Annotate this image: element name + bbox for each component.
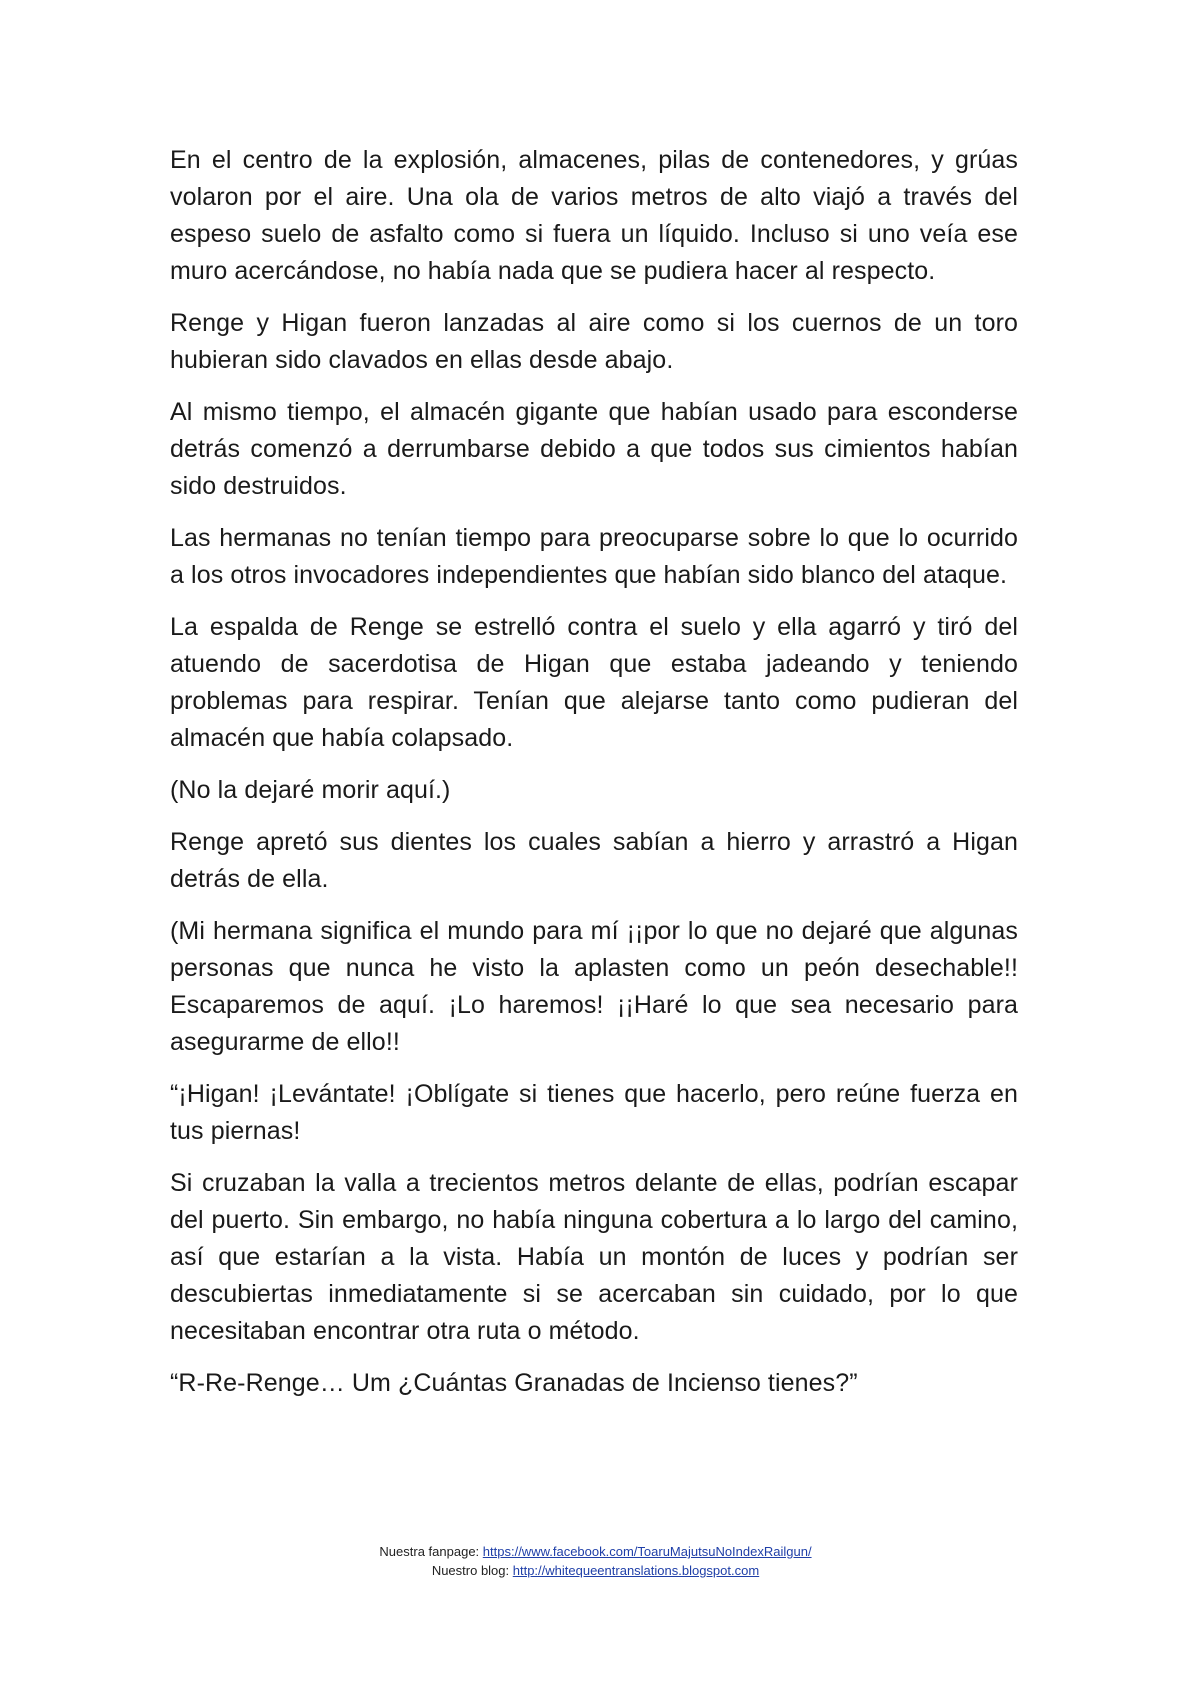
paragraph: “¡Higan! ¡Levántate! ¡Oblígate si tienes que hacerlo, pero reúne fuerza en tus piernas! bbox=[170, 1080, 1018, 1145]
paragraph: Las hermanas no tenían tiempo para preocuparse sobre lo que lo ocurrido a los otros invocadores independientes que habían sido blanco del ataque. bbox=[170, 524, 1018, 589]
paragraph: Renge y Higan fueron lanzadas al aire como si los cuernos de un toro hubieran sido clavados en ellas desde abajo. bbox=[170, 309, 1018, 374]
paragraph: Al mismo tiempo, el almacén gigante que habían usado para esconderse detrás comenzó a derrumbarse debido a que todos sus cimientos habían sido destruidos. bbox=[170, 398, 1018, 500]
paragraph: Si cruzaban la valla a trecientos metros delante de ellas, podrían escapar del puerto. Sin embargo, no había ninguna cobertura a lo largo del camino, así que estarían a la vista. Había un montón de luces y podrían ser descubiertas inmediatamente si se acercaban sin cuidado, por lo que necesitaban encontrar otra ruta o método. bbox=[170, 1169, 1018, 1345]
blog-link[interactable]: http://whitequeentranslations.blogspot.com bbox=[512, 1563, 760, 1578]
page-footer bbox=[0, 1542, 1191, 1580]
footer-fanpage-line bbox=[0, 1542, 1191, 1561]
paragraph: (Mi hermana significa el mundo para mí ¡¡por lo que no dejaré que algunas personas que nunca he visto la aplasten como un peón desechable!! Escaparemos de aquí. ¡Lo haremos! ¡¡Haré lo que sea necesario para asegurarme de ello!! bbox=[170, 917, 1018, 1056]
paragraph: “R-Re-Renge… Um ¿Cuántas Granadas de Incienso tienes?” bbox=[170, 1369, 858, 1397]
body-text bbox=[170, 142, 1018, 1417]
footer-blog-label: Nuestro blog: bbox=[431, 1563, 513, 1578]
footer-blog-line bbox=[0, 1561, 1191, 1580]
footer-fanpage-label: Nuestra fanpage: bbox=[379, 1544, 483, 1559]
paragraph: En el centro de la explosión, almacenes, pilas de contenedores, y grúas volaron por el aire. Una ola de varios metros de alto viajó a través del espeso suelo de asfalto como si fuera un líquido. Incluso si uno veía ese muro acercándose, no había nada que se pudiera hacer al respecto. bbox=[170, 146, 1018, 285]
fanpage-link[interactable]: https://www.facebook.com/ToaruMajutsuNoIndexRailgun/ bbox=[482, 1544, 812, 1559]
paragraph: Renge apretó sus dientes los cuales sabían a hierro y arrastró a Higan detrás de ella. bbox=[170, 828, 1018, 893]
paragraph: (No la dejaré morir aquí.) bbox=[170, 776, 451, 804]
paragraph: La espalda de Renge se estrelló contra el suelo y ella agarró y tiró del atuendo de sacerdotisa de Higan que estaba jadeando y teniendo problemas para respirar. Tenían que alejarse tanto como pudieran del almacén que había colapsado. bbox=[170, 613, 1018, 752]
